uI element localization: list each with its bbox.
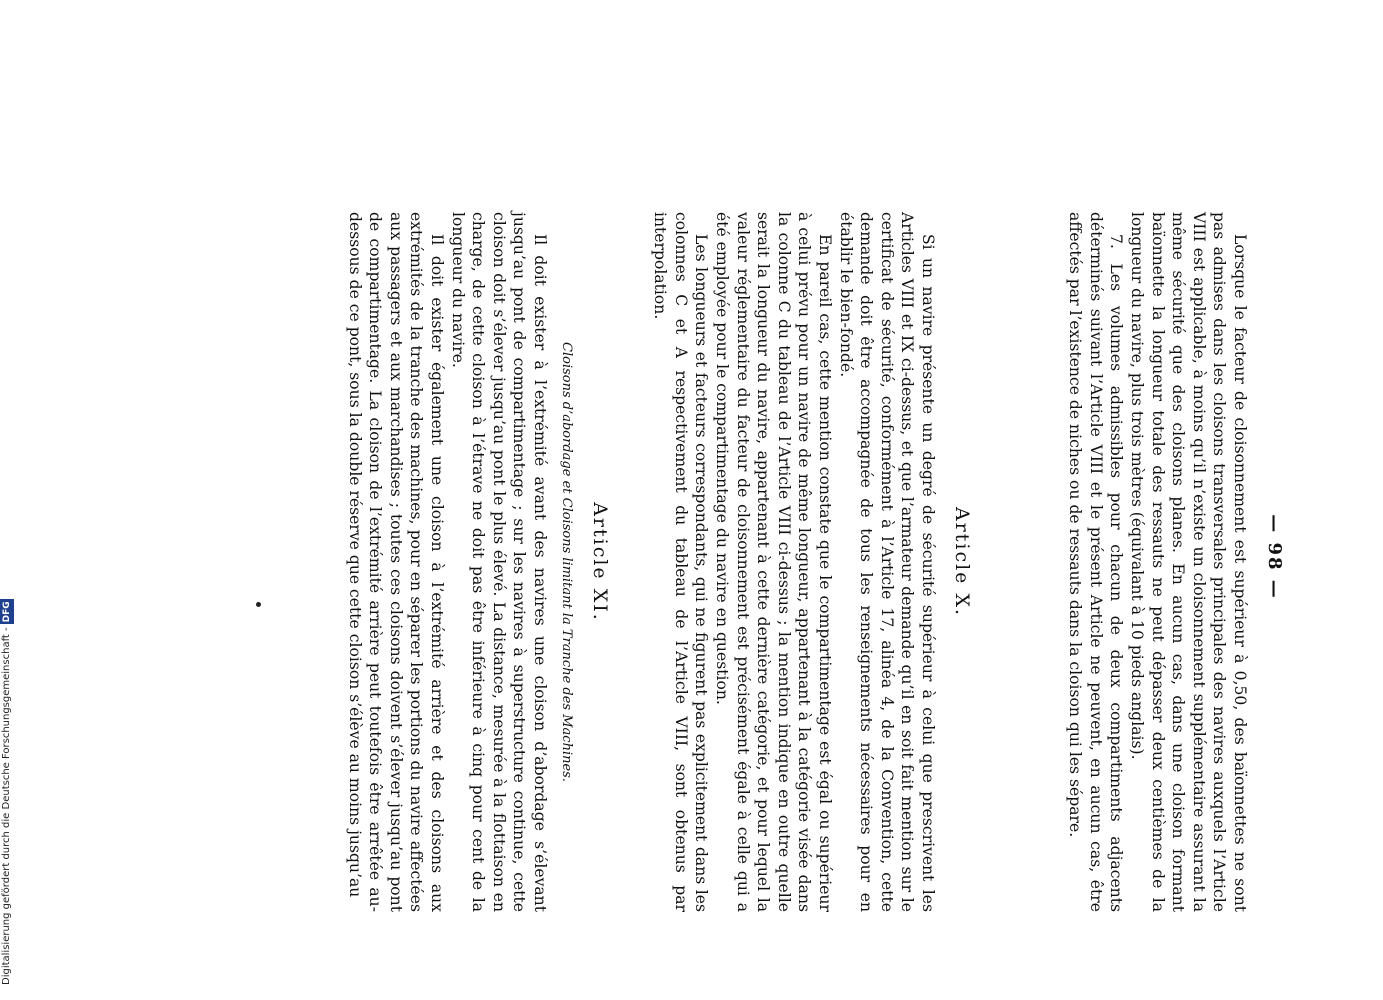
article-x-body (650, 212, 938, 912)
article-x-heading: Article X. (951, 506, 973, 618)
opening-paragraphs (1065, 212, 1250, 912)
digitization-credit (0, 601, 14, 985)
article-x-paragraph-3: Les longueurs et facteurs correspondants, qui ne figurent pas explicitement dans les colonnes C et A respectivement du tableau de l’Article VIII, sont obtenus par interpolation. (651, 212, 711, 912)
dfg-logo: DFG (2, 601, 12, 623)
article-xi-subheading: Cloisons d’abordage et Cloisons limitant la Tranche des Machines. (559, 342, 574, 782)
article-x-paragraph-2: En pareil cas, cette mention constate que le compartimentage est égal ou supérieur à celui prévu pour un navire de même longueur, appartenant à la catégorie visée dans la colonne C du tableau de l’Article VIII ci-dessus ; la mention indique en outre quelle serait la longueur du navire, appartenant à cette dernière catégorie, et pour lequel la valeur réglementaire du facteur de cloisonnement est précisément égale à celle qui a été employée pour le compartimentage du navire en question. (713, 212, 835, 912)
article-xi-paragraph-1: Il doit exister à l’extrémité avant des navires une cloison d’abordage s’élevant jusqu’au pont de compartimentage ; sur les navires à superstructure continue, cette cloison doit s’élever jusqu’au pont le plus élevé. La distance, mesurée à la flottaison en charge, de cette cloison à l’étrave ne doit pas être inférieure à cinq pour cent de la longueur du navire. (448, 212, 549, 912)
scan-speck (256, 602, 261, 607)
rotated-document-page (250, 172, 1285, 942)
page-number: — 98 — (1264, 514, 1285, 600)
article-xi-body (344, 212, 550, 912)
paragraph-volumes: 7. Les volumes admissibles pour chacun de deux compartiments adjacents déterminés suivant l’Article VIII et le présent Article ne peuvent, en aucun cas, être affectés par l’existence de niches ou de ressauts dans la cloison qui les sépare. (1066, 212, 1126, 912)
paragraph-baionnettes: Lorsque le facteur de cloisonnement est supérieur à 0,50, des baïonnettes ne sont pas admises dans les cloisons transversales principales des navires auxquels l’Article VIII est applicable, à moins qu’il n’existe un cloisonnement supplémentaire assurant la même sécurité que des cloisons planes. En aucun cas, dans une cloison formant baïonnette la longueur totale des ressauts ne peut dépasser deux centièmes de la longueur du navire, plus trois mètres (équivalant à 10 pieds anglais). (1128, 212, 1249, 912)
article-xi-heading: Article XI. (589, 502, 611, 622)
credit-text: Digitalisierung gefördert durch die Deutsche Forschungsgemeinschaft - (1, 627, 12, 985)
article-x-paragraph-1: Si un navire présente un degré de sécurité supérieur à celui que prescrivent les Articles VIII et IX ci-dessus, et que l’armateur demande qu’il en soit fait mention sur le certificat de sécurité, conformément à l’Article 17, alinéa 4, de la Convention, cette demande doit être accompagnée de tous les renseignements nécessaires pour en établir le bien-fondé. (836, 212, 937, 912)
article-xi-paragraph-2: Il doit exister également une cloison à l’extrémité arrière et des cloisons aux extrémités de la tranche des machines, pour en séparer les portions du navire affectées aux passagers et aux marchandises ; toutes ces cloisons doivent s’élever jusqu’au pont de compartimentage. La cloison de l’extrémité arrière peut toutefois être arrêtée au-dessous de ce pont, sous la double réserve que cette cloison s’élève au moins jusqu’au (345, 212, 447, 912)
